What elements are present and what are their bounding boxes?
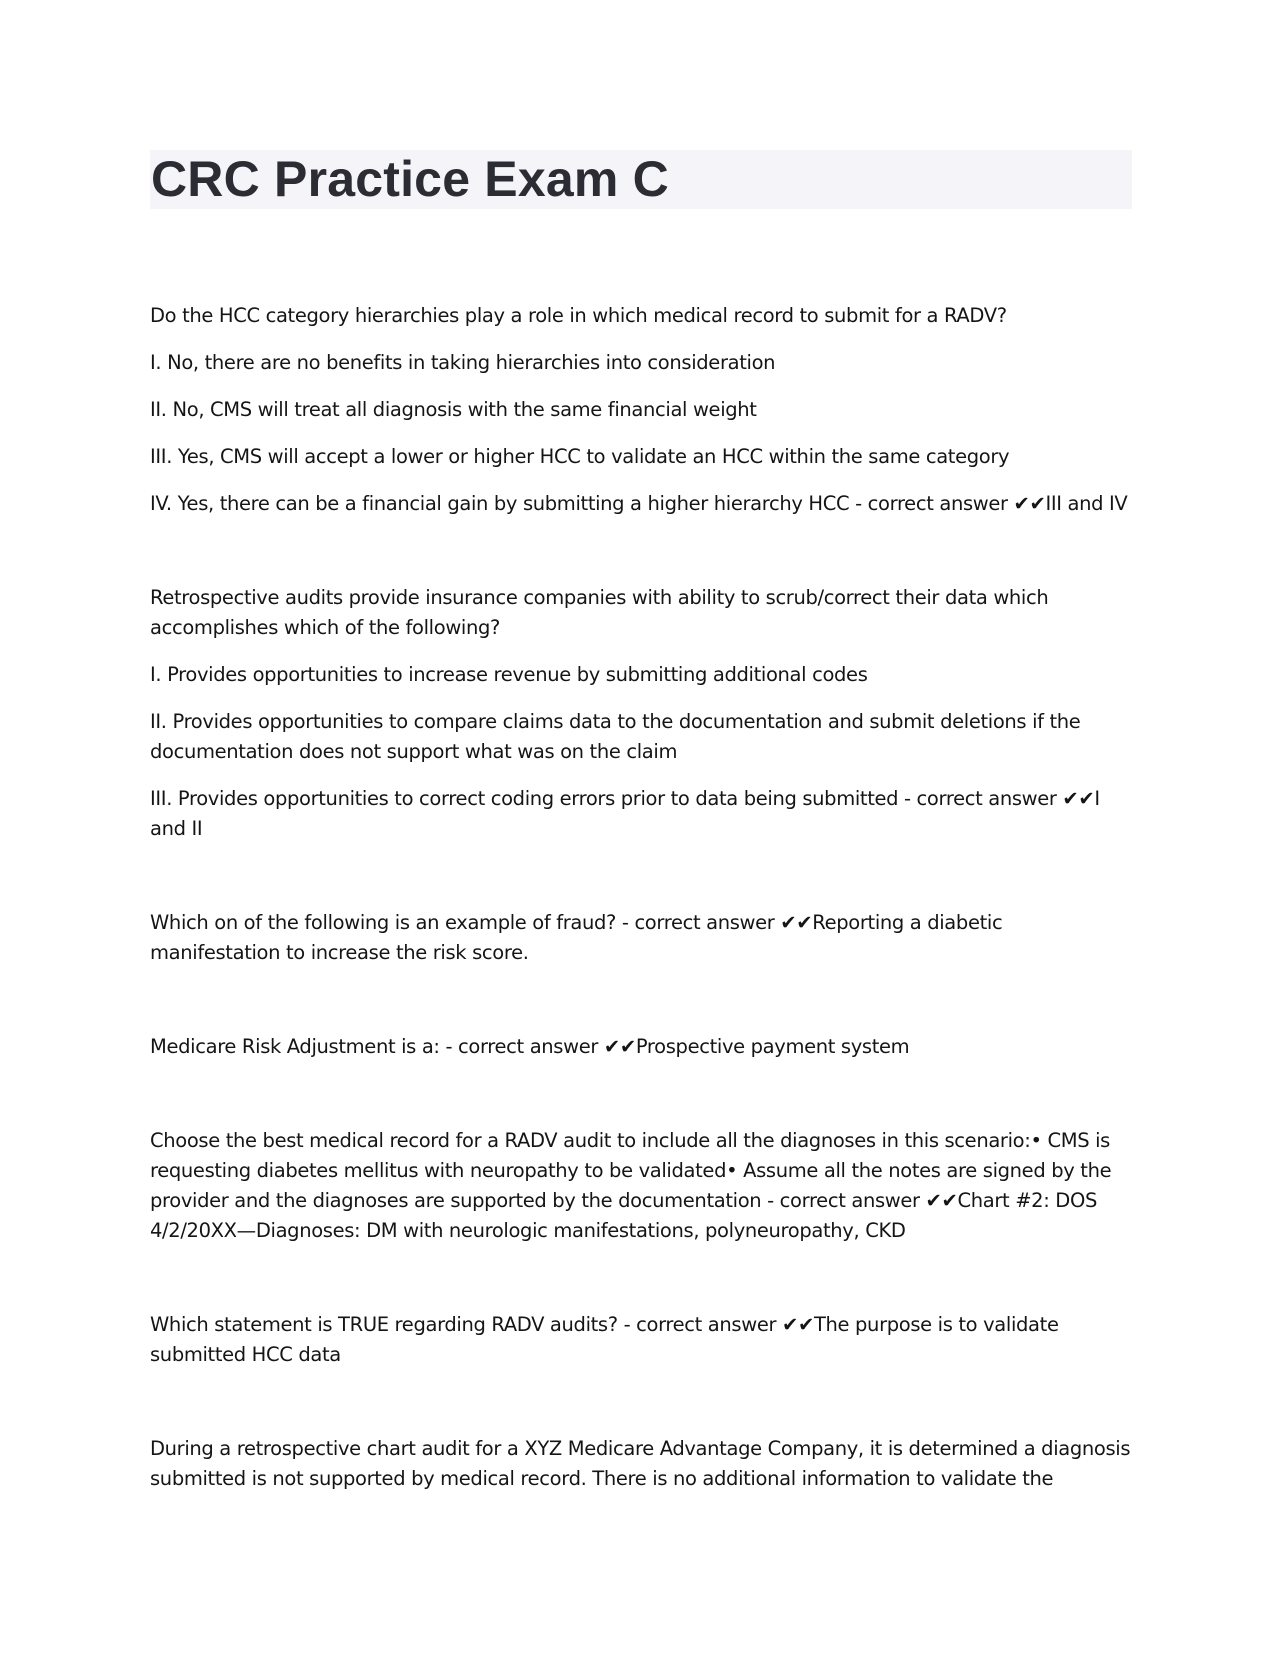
question-block-radv-medical-record (150, 1126, 1132, 1246)
question-and-answer: Which on of the following is an example of fraud? - correct answer ✔✔Reporting a diabetic manifestation to increase the risk score. (150, 911, 1003, 964)
answer-option: III. Yes, CMS will accept a lower or higher HCC to validate an HCC within the same category (150, 445, 1010, 468)
answer-option-with-correct-answer: IV. Yes, there can be a financial gain by submitting a higher hierarchy HCC - correct answer ✔✔III and IV (150, 492, 1128, 515)
question-and-answer: Which statement is TRUE regarding RADV audits? - correct answer ✔✔The purpose is to validate submitted HCC data (150, 1313, 1059, 1366)
page-title: CRC Practice Exam C (151, 151, 669, 207)
document-body (150, 301, 1132, 1494)
question-and-answer: Choose the best medical record for a RADV audit to include all the diagnoses in this scenario:• CMS is requesting diabetes mellitus with neuropathy to be validated• Assume all the notes are signed by the provider and the diagnoses are supported by the documentation - correct answer ✔✔Chart #2: DOS 4/2/20XX—Diagnoses: DM with neurologic manifestations, polyneuropathy, CKD (150, 1129, 1112, 1242)
question-text: Do the HCC category hierarchies play a role in which medical record to submit for a RADV? (150, 304, 1007, 327)
question-text: Retrospective audits provide insurance companies with ability to scrub/correct their data which accomplishes which of the following? (150, 586, 1049, 639)
question-and-answer: Medicare Risk Adjustment is a: - correct answer ✔✔Prospective payment system (150, 1035, 910, 1058)
question-block-retrospective-audits (150, 583, 1132, 844)
answer-option: II. Provides opportunities to compare claims data to the documentation and submit deletions if the documentation does not support what was on the claim (150, 710, 1081, 763)
question-block-fraud (150, 908, 1132, 968)
answer-option: II. No, CMS will treat all diagnosis with the same financial weight (150, 398, 757, 421)
answer-option-with-correct-answer: III. Provides opportunities to correct coding errors prior to data being submitted - correct answer ✔✔I and II (150, 787, 1100, 840)
answer-option: I. Provides opportunities to increase revenue by submitting additional codes (150, 663, 868, 686)
question-text: During a retrospective chart audit for a XYZ Medicare Advantage Company, it is determined a diagnosis submitted is not supported by medical record. There is no additional information to validate the (150, 1437, 1131, 1490)
question-block-retrospective-chart-audit (150, 1434, 1132, 1494)
question-block-radv-true-statement (150, 1310, 1132, 1370)
question-block-medicare-risk-adjustment (150, 1032, 1132, 1062)
title-banner (150, 150, 1132, 209)
answer-option: I. No, there are no benefits in taking hierarchies into consideration (150, 351, 776, 374)
question-block-hcc-hierarchies (150, 301, 1132, 519)
document-page (150, 150, 1132, 1494)
